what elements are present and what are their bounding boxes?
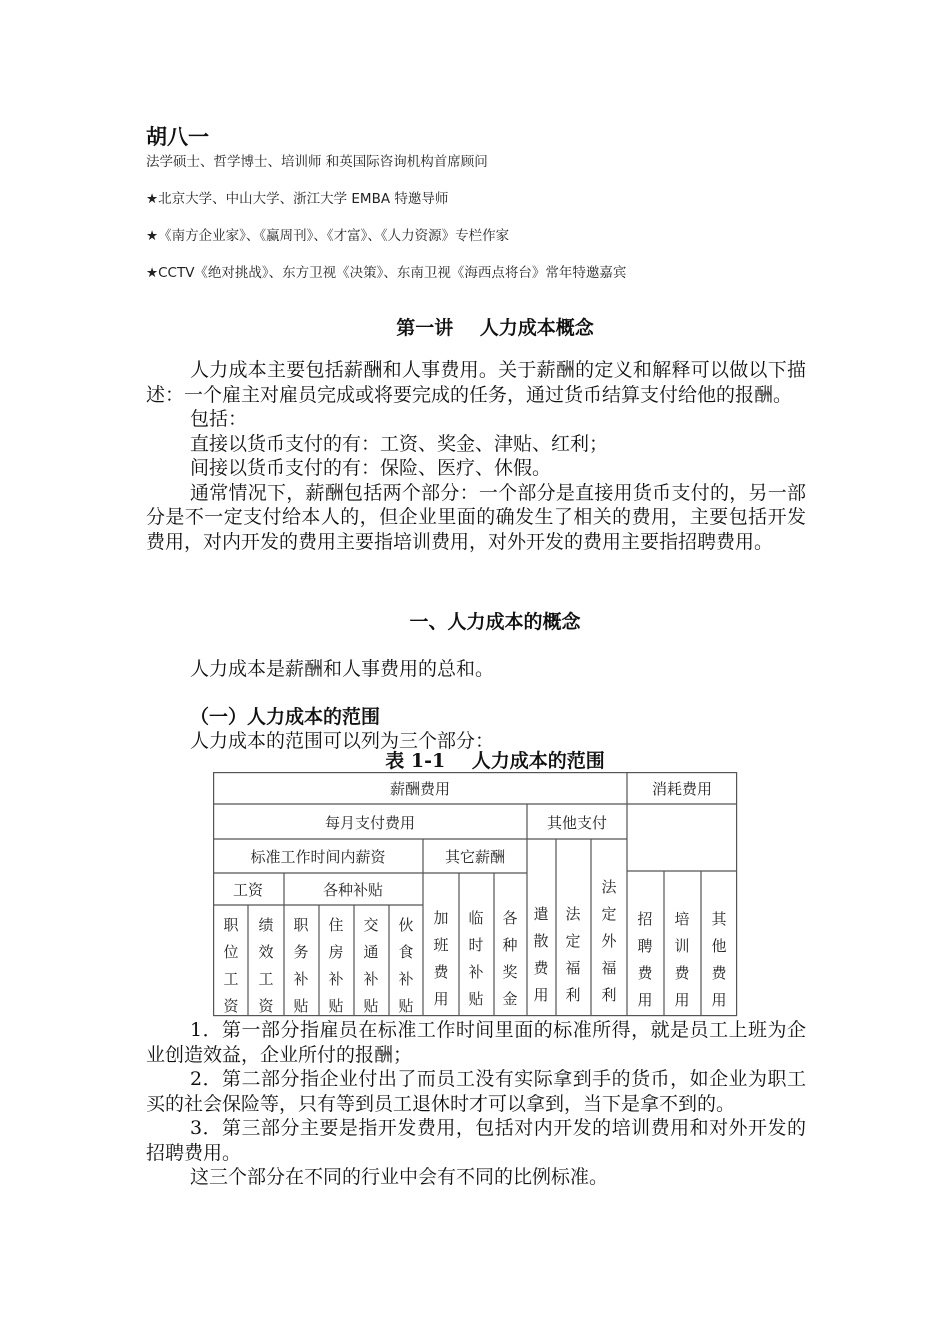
section-heading: 一、人力成本的概念	[409, 611, 581, 633]
paragraph: 人力成本主要包括薪酬和人事费用。关于薪酬的定义和解释可以做以下描述：一个雇主对雇员完成或将要完成的任务，通过货币结算支付给他的报酬。	[146, 359, 806, 406]
cost-scope-table	[213, 772, 739, 1018]
leaf-training: 培训费用	[674, 910, 690, 1009]
leaf-temp: 临时补贴	[468, 909, 484, 1008]
header-other-pay: 其他支付	[546, 814, 608, 832]
parts-section	[146, 1018, 806, 1190]
header-allowances: 各种补贴	[322, 881, 384, 899]
paragraph: 通常情况下，薪酬包括两个部分：一个部分是直接用货币支付的，另一部分是不一定支付给本人的，但企业里面的确发生了相关的费用，主要包括开发费用，对内开发的费用主要指培训费用，对外开发的费用主要指招聘费用。	[146, 481, 806, 553]
table-caption: 表 1-1 人力成本的范围	[385, 750, 605, 772]
leaf-transport: 交通补贴	[363, 916, 379, 1015]
header-monthly: 每月支付费用	[324, 814, 416, 832]
lecture-title: 第一讲 人力成本概念	[396, 317, 594, 339]
leaf-job: 职位工资	[223, 916, 239, 1015]
leaf-extra: 法定外福利	[601, 878, 617, 1004]
paragraph: 1．第一部分指雇员在标准工作时间里面的标准所得，就是员工上班为企业创造效益，企业所付的报酬；	[146, 1019, 806, 1066]
definition-text: 人力成本是薪酬和人事费用的总和。	[190, 658, 495, 680]
credential-line: ★北京大学、中山大学、浙江大学 EMBA 特邀导师	[146, 191, 449, 207]
leaf-bonus: 各种奖金	[502, 909, 518, 1008]
paragraph: 间接以货币支付的有：保险、医疗、休假。	[190, 457, 552, 479]
author-name: 胡八一	[146, 125, 209, 149]
credential-line: 法学硕士、哲学博士、培训师 和英国际咨询机构首席顾问	[146, 154, 488, 170]
header-salary: 薪酬费用	[389, 780, 451, 798]
leaf-recruit: 招聘费用	[637, 910, 653, 1009]
header-standard-time: 标准工作时间内薪资	[250, 848, 386, 866]
leaf-other: 其他费用	[711, 910, 727, 1009]
header-wage: 工资	[232, 881, 264, 899]
credential-line: ★CCTV《绝对挑战》、东方卫视《决策》、东南卫视《海西点将台》常年特邀嘉宾	[146, 265, 627, 281]
subsection-heading: （一）人力成本的范围	[190, 706, 381, 728]
header-other-salary: 其它薪酬	[444, 848, 506, 866]
leaf-overtime: 加班费用	[433, 909, 449, 1008]
subsection-lead: 人力成本的范围可以列为三个部分：	[190, 730, 495, 752]
credential-line: ★《南方企业家》、《赢周刊》、《才富》、《人力资源》专栏作家	[146, 228, 510, 244]
leaf-meal: 伙食补贴	[398, 916, 414, 1015]
paragraph: 包括：	[190, 408, 248, 430]
leaf-perf: 绩效工资	[258, 916, 274, 1015]
header-consumption: 消耗费用	[651, 780, 713, 798]
leaf-housing: 住房补贴	[328, 916, 344, 1015]
paragraph: 2．第二部分指企业付出了而员工没有实际拿到手的货币，如企业为职工买的社会保险等，只有等到员工退休时才可以拿到，当下是拿不到的。	[146, 1068, 806, 1115]
paragraph: 直接以货币支付的有：工资、奖金、津贴、红利；	[190, 432, 609, 455]
leaf-dismissal: 遣散费用	[533, 905, 549, 1004]
paragraph: 3．第三部分主要是指开发费用，包括对内开发的培训费用和对外开发的招聘费用。	[146, 1117, 806, 1164]
leaf-legal: 法定福利	[565, 905, 581, 1004]
leaf-duty: 职务补贴	[293, 916, 309, 1015]
intro-section	[146, 358, 806, 554]
paragraph: 这三个部分在不同的行业中会有不同的比例标准。	[190, 1166, 609, 1188]
